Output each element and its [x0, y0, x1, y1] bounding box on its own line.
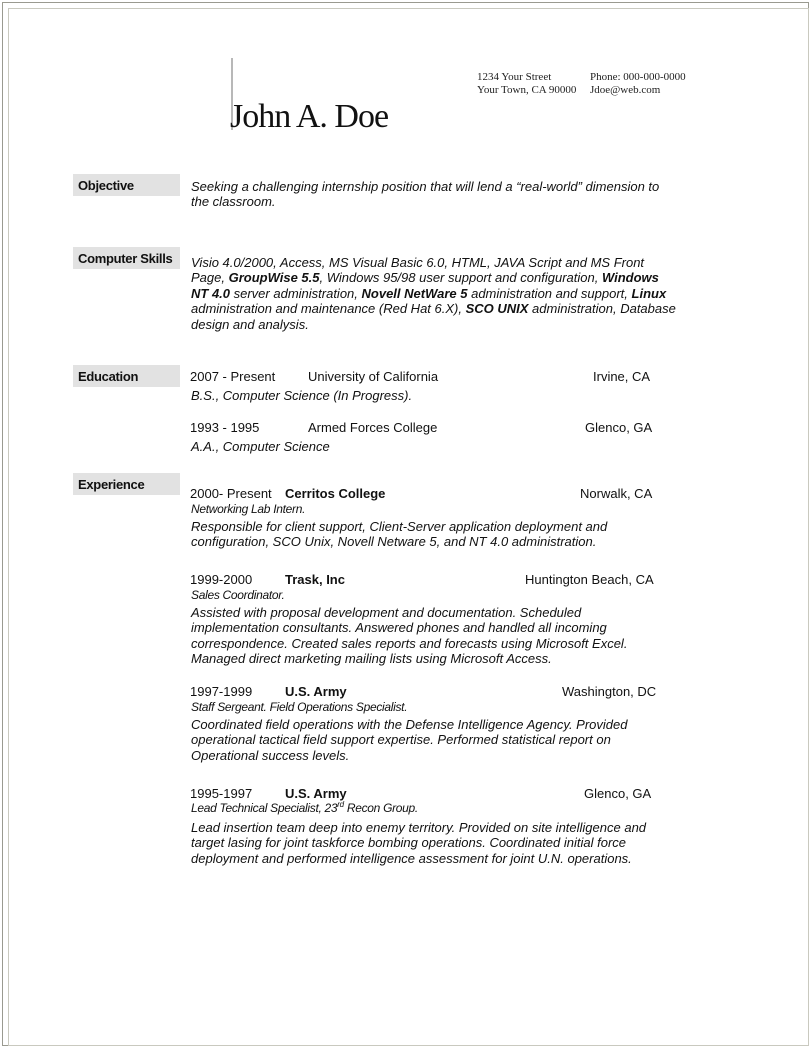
education-dates: 1993 - 1995	[190, 420, 260, 435]
description-line: Operational success levels.	[191, 747, 350, 763]
experience-location: Washington, DC	[562, 684, 657, 699]
skills-part: server administration,	[230, 285, 362, 301]
education-school: University of California	[308, 369, 439, 384]
skills-part: administration and support,	[467, 285, 632, 301]
education-location: Glenco, GA	[585, 420, 653, 435]
experience-title: Networking Lab Intern.	[191, 502, 306, 516]
skills-part: administration and maintenance (Red Hat 6.X),	[191, 301, 466, 317]
address-block	[477, 71, 576, 97]
education-degree: B.S., Computer Science (In Progress).	[191, 388, 413, 403]
description-line: implementation consultants. Answered phones and handled all incoming	[191, 620, 607, 636]
section-label-experience: Experience	[73, 473, 180, 495]
experience-org: U.S. Army	[285, 684, 347, 699]
education-location: Irvine, CA	[593, 369, 651, 384]
objective-text	[191, 179, 671, 210]
experience-description	[191, 605, 671, 667]
section-label-computer-skills: Computer Skills	[73, 247, 180, 269]
experience-title: Sales Coordinator.	[191, 588, 285, 602]
title-text: Recon Group.	[343, 801, 418, 815]
experience-dates: 1999-2000	[190, 572, 253, 587]
description-line: configuration, SCO Unix, Novell Netware 5, and NT 4.0 administration.	[191, 534, 597, 550]
skills-part: administration, Database design and analysis.	[191, 301, 676, 332]
experience-dates: 1995-1997	[190, 786, 253, 801]
experience-org: Cerritos College	[285, 486, 386, 501]
email-address: Jdoe@web.com	[590, 84, 661, 96]
experience-dates: 2000- Present	[190, 486, 272, 501]
description-line: target lasing for joint taskforce bombing operations. Coordinated initial force	[191, 835, 627, 851]
experience-description	[191, 519, 671, 550]
education-degree: A.A., Computer Science	[191, 439, 330, 454]
title-text: Lead Technical Specialist, 23	[191, 801, 338, 815]
skills-part-bold: SCO UNIX	[465, 301, 529, 317]
title-superscript: rd	[337, 800, 344, 809]
skills-part-bold: Windows NT 4.0	[191, 270, 659, 301]
address-line-1: 1234 Your Street	[477, 71, 552, 83]
objective-line-1: Seeking a challenging internship position that will lend a “real-world” dimension to	[191, 179, 660, 194]
description-line: Lead insertion team deep into enemy territory. Provided on site intelligence and	[191, 820, 647, 835]
experience-description	[191, 717, 671, 763]
candidate-name: John A. Doe	[230, 98, 389, 135]
experience-dates: 1997-1999	[190, 684, 253, 699]
description-line: Coordinated field operations with the Defense Intelligence Agency. Provided	[191, 717, 628, 732]
section-label-education: Education	[73, 365, 180, 387]
contact-block	[590, 71, 686, 97]
section-label-objective: Objective	[73, 174, 180, 196]
experience-description	[191, 820, 671, 866]
experience-org: U.S. Army	[285, 786, 347, 801]
skills-text	[191, 255, 679, 332]
education-dates: 2007 - Present	[190, 369, 276, 384]
skills-part-bold: Linux	[631, 285, 667, 301]
description-line: Managed direct marketing mailing lists using Microsoft Access.	[191, 651, 552, 667]
experience-title: Staff Sergeant. Field Operations Specialist.	[191, 700, 408, 714]
description-line: Assisted with proposal development and documentation. Scheduled	[191, 605, 582, 620]
experience-location: Huntington Beach, CA	[525, 572, 654, 587]
education-school: Armed Forces College	[308, 420, 438, 435]
experience-location: Glenco, GA	[584, 786, 652, 801]
skills-part-bold: Novell NetWare 5	[361, 285, 468, 301]
experience-location: Norwalk, CA	[580, 486, 653, 501]
description-line: deployment and performed intelligence assessment for joint U.N. operations.	[191, 850, 632, 866]
skills-part-bold: GroupWise 5.5	[228, 270, 320, 286]
description-line: Responsible for client support, Client-Server application deployment and	[191, 519, 608, 534]
phone-number: Phone: 000-000-0000	[590, 71, 686, 83]
skills-part: , Windows 95/98 user support and configuration,	[319, 270, 602, 286]
description-line: correspondence. Created sales reports and forecasts using Microsoft Excel.	[191, 635, 628, 651]
objective-line-2: the classroom.	[191, 194, 276, 210]
experience-org: Trask, Inc	[285, 572, 345, 587]
description-line: operational tactical field support expertise. Performed statistical report on	[191, 732, 611, 748]
address-line-2: Your Town, CA 90000	[477, 84, 577, 96]
skills-part: Visio 4.0/2000, Access, MS Visual Basic 6.0, HTML, JAVA Script and MS Front Page,	[191, 255, 645, 286]
experience-title	[191, 801, 671, 816]
